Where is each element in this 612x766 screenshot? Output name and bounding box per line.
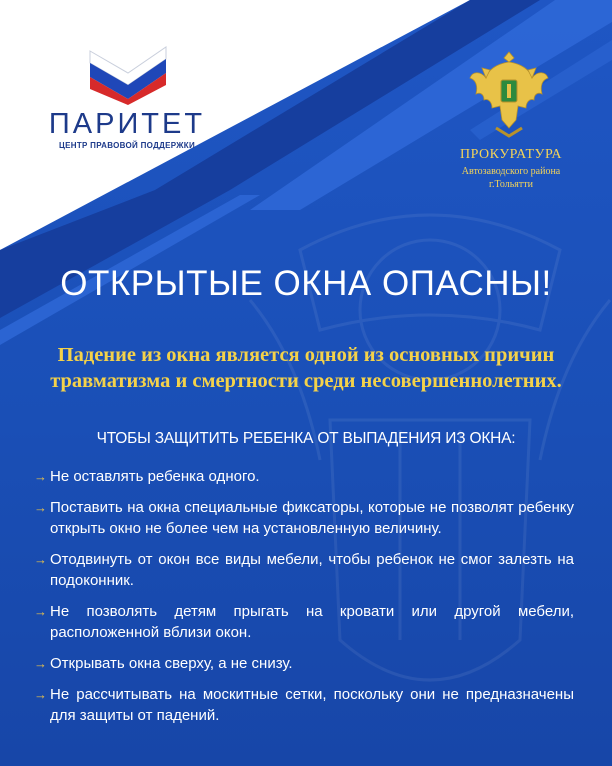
arrow-right-icon: →: [34, 604, 47, 619]
headline: ОТКРЫТЫЕ ОКНА ОПАСНЫ!: [60, 264, 552, 303]
subheadline: Падение из окна является одной из основных причин травматизма и смертности среди несовершеннолетних.: [50, 344, 562, 392]
instruction-heading: ЧТОБЫ ЗАЩИТИТЬ РЕБЕНКА ОТ ВЫПАДЕНИЯ ИЗ ОКНА:: [96, 430, 516, 447]
tip-text: Поставить на окна специальные фиксаторы, которые не позволят ребенку открыть окно не более чем на установленную величину.: [50, 499, 574, 537]
arrow-right-icon: →: [34, 656, 47, 671]
list-item: [34, 549, 574, 591]
prosecutor-district: Автозаводского района: [461, 166, 561, 177]
paritet-flag-logo-icon: [88, 45, 168, 105]
safety-tips-list: [34, 466, 574, 736]
arrow-right-icon: →: [34, 469, 47, 484]
tip-text: Не позволять детям прыгать на кровати или другой мебели, расположенной вблизи окон.: [50, 603, 574, 641]
list-item: [34, 601, 574, 643]
list-item: [34, 497, 574, 539]
list-item: [34, 466, 574, 487]
list-item: [34, 684, 574, 726]
tip-text: Не рассчитывать на москитные сетки, поскольку они не предназначены для защиты от падений.: [50, 686, 574, 724]
arrow-right-icon: →: [34, 552, 47, 567]
tip-text: Не оставлять ребенка одного.: [50, 468, 260, 485]
double-headed-eagle-emblem-icon: [466, 48, 552, 140]
arrow-right-icon: →: [34, 500, 47, 515]
prosecutor-city: г.Тольятти: [489, 179, 533, 190]
paritet-subtitle: ЦЕНТР ПРАВОВОЙ ПОДДЕРЖКИ: [58, 141, 196, 150]
list-item: [34, 653, 574, 674]
prosecutor-title: ПРОКУРАТУРА: [459, 147, 563, 162]
arrow-right-icon: →: [34, 687, 47, 702]
paritet-name: ПАРИТЕТ: [48, 108, 206, 140]
tip-text: Открывать окна сверху, а не снизу.: [50, 655, 293, 672]
tip-text: Отодвинуть от окон все виды мебели, чтобы ребенок не смог залезть на подоконник.: [50, 551, 574, 589]
